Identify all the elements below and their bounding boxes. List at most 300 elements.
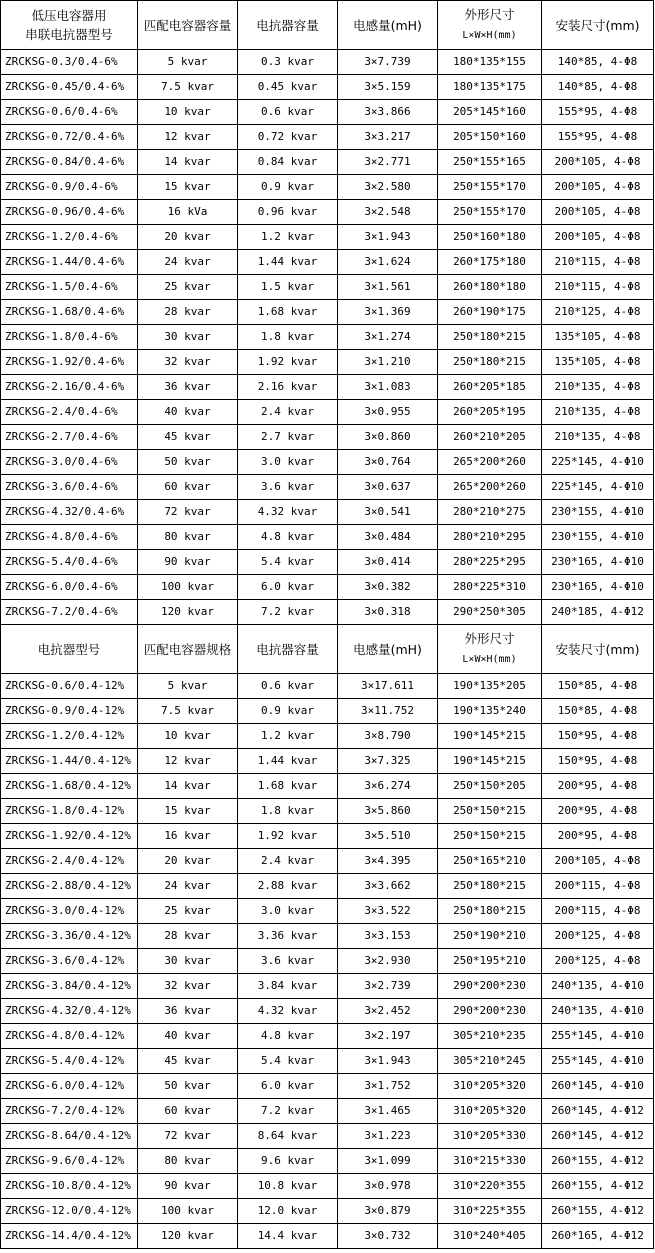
cell-capacitor: 90 kvar [138,1174,238,1199]
cell-model: ZRCKSG-2.16/0.4-6% [1,375,138,400]
cell-mount: 210*115, 4-Φ8 [542,275,654,300]
cell-dimensions: 260*205*195 [438,400,542,425]
table-row [1,849,654,874]
cell-model: ZRCKSG-3.36/0.4-12% [1,924,138,949]
cell-reactor: 7.2 kvar [238,600,338,625]
cell-reactor: 0.72 kvar [238,125,338,150]
cell-capacitor: 72 kvar [138,1124,238,1149]
cell-reactor: 2.88 kvar [238,874,338,899]
cell-reactor: 0.9 kvar [238,699,338,724]
table-row [1,949,654,974]
cell-capacitor: 60 kvar [138,1099,238,1124]
cell-model: ZRCKSG-2.4/0.4-12% [1,849,138,874]
cell-mount: 200*105, 4-Φ8 [542,200,654,225]
cell-model: ZRCKSG-1.68/0.4-6% [1,300,138,325]
cell-reactor: 3.0 kvar [238,899,338,924]
cell-model: ZRCKSG-1.2/0.4-12% [1,724,138,749]
cell-mount: 210*125, 4-Φ8 [542,300,654,325]
cell-model: ZRCKSG-0.6/0.4-6% [1,100,138,125]
header-reactor: 电抗器容量 [238,1,338,50]
cell-model: ZRCKSG-3.0/0.4-12% [1,899,138,924]
cell-model: ZRCKSG-0.72/0.4-6% [1,125,138,150]
cell-capacitor: 36 kvar [138,999,238,1024]
cell-reactor: 4.8 kvar [238,1024,338,1049]
cell-dimensions: 250*155*165 [438,150,542,175]
cell-inductance: 3×5.159 [338,75,438,100]
cell-mount: 150*95, 4-Φ8 [542,724,654,749]
header-dimensions [438,1,542,50]
cell-model: ZRCKSG-14.4/0.4-12% [1,1224,138,1249]
cell-inductance: 3×7.739 [338,50,438,75]
cell-mount: 200*95, 4-Φ8 [542,799,654,824]
cell-capacitor: 15 kvar [138,175,238,200]
cell-inductance: 3×1.369 [338,300,438,325]
cell-mount: 135*105, 4-Φ8 [542,350,654,375]
cell-inductance: 3×1.274 [338,325,438,350]
header-capacitor: 匹配电容器容量 [138,1,238,50]
table-row [1,1199,654,1224]
cell-capacitor: 120 kvar [138,600,238,625]
cell-inductance: 3×1.624 [338,250,438,275]
cell-inductance: 3×1.099 [338,1149,438,1174]
cell-mount: 230*165, 4-Φ10 [542,550,654,575]
cell-reactor: 5.4 kvar [238,550,338,575]
table-row [1,375,654,400]
cell-dimensions: 280*225*310 [438,575,542,600]
header-inductance: 电感量(mH) [338,625,438,674]
cell-capacitor: 80 kvar [138,525,238,550]
table1-header-row [1,1,654,50]
table-row [1,175,654,200]
cell-dimensions: 250*150*215 [438,799,542,824]
cell-mount: 200*115, 4-Φ8 [542,899,654,924]
cell-inductance: 3×2.452 [338,999,438,1024]
cell-reactor: 0.3 kvar [238,50,338,75]
cell-dimensions: 250*150*215 [438,824,542,849]
table-row [1,450,654,475]
cell-inductance: 3×2.930 [338,949,438,974]
cell-mount: 260*145, 4-Φ10 [542,1074,654,1099]
cell-mount: 150*85, 4-Φ8 [542,699,654,724]
cell-dimensions: 310*215*330 [438,1149,542,1174]
cell-mount: 200*105, 4-Φ8 [542,175,654,200]
cell-inductance: 3×0.318 [338,600,438,625]
cell-mount: 260*145, 4-Φ12 [542,1099,654,1124]
cell-model: ZRCKSG-4.8/0.4-12% [1,1024,138,1049]
cell-inductance: 3×1.752 [338,1074,438,1099]
table-row [1,225,654,250]
cell-capacitor: 30 kvar [138,949,238,974]
cell-reactor: 5.4 kvar [238,1049,338,1074]
table-row [1,724,654,749]
cell-capacitor: 24 kvar [138,250,238,275]
cell-model: ZRCKSG-4.32/0.4-12% [1,999,138,1024]
cell-reactor: 3.6 kvar [238,475,338,500]
cell-mount: 155*95, 4-Φ8 [542,125,654,150]
cell-mount: 200*95, 4-Φ8 [542,824,654,849]
cell-dimensions: 250*150*205 [438,774,542,799]
cell-dimensions: 290*200*230 [438,974,542,999]
cell-reactor: 1.44 kvar [238,749,338,774]
table-row [1,75,654,100]
cell-model: ZRCKSG-2.88/0.4-12% [1,874,138,899]
cell-model: ZRCKSG-6.0/0.4-6% [1,575,138,600]
cell-capacitor: 32 kvar [138,350,238,375]
cell-mount: 260*155, 4-Φ12 [542,1199,654,1224]
cell-capacitor: 25 kvar [138,899,238,924]
cell-inductance: 3×3.153 [338,924,438,949]
cell-dimensions: 310*205*330 [438,1124,542,1149]
cell-dimensions: 280*210*295 [438,525,542,550]
cell-mount: 210*135, 4-Φ8 [542,375,654,400]
cell-dimensions: 180*135*155 [438,50,542,75]
cell-model: ZRCKSG-0.96/0.4-6% [1,200,138,225]
cell-reactor: 4.32 kvar [238,500,338,525]
table-row [1,400,654,425]
table-row [1,749,654,774]
table-row [1,500,654,525]
cell-dimensions: 260*180*180 [438,275,542,300]
cell-reactor: 0.96 kvar [238,200,338,225]
header-mount: 安装尺寸(mm) [542,1,654,50]
cell-capacitor: 40 kvar [138,400,238,425]
cell-dimensions: 250*155*170 [438,175,542,200]
cell-dimensions: 280*225*295 [438,550,542,575]
cell-mount: 210*115, 4-Φ8 [542,250,654,275]
cell-reactor: 4.8 kvar [238,525,338,550]
cell-inductance: 3×5.860 [338,799,438,824]
cell-reactor: 3.6 kvar [238,949,338,974]
cell-model: ZRCKSG-4.8/0.4-6% [1,525,138,550]
cell-reactor: 3.84 kvar [238,974,338,999]
cell-mount: 150*95, 4-Φ8 [542,749,654,774]
cell-inductance: 3×2.580 [338,175,438,200]
cell-mount: 260*155, 4-Φ12 [542,1149,654,1174]
cell-inductance: 3×0.637 [338,475,438,500]
cell-inductance: 3×0.414 [338,550,438,575]
cell-dimensions: 250*165*210 [438,849,542,874]
cell-capacitor: 36 kvar [138,375,238,400]
cell-reactor: 2.16 kvar [238,375,338,400]
cell-reactor: 3.36 kvar [238,924,338,949]
cell-mount: 200*125, 4-Φ8 [542,949,654,974]
cell-mount: 135*105, 4-Φ8 [542,325,654,350]
cell-dimensions: 250*190*210 [438,924,542,949]
cell-mount: 230*155, 4-Φ10 [542,500,654,525]
cell-mount: 210*135, 4-Φ8 [542,400,654,425]
cell-mount: 200*125, 4-Φ8 [542,924,654,949]
table-row [1,425,654,450]
cell-model: ZRCKSG-0.84/0.4-6% [1,150,138,175]
table-row [1,1099,654,1124]
cell-dimensions: 190*135*240 [438,699,542,724]
cell-model: ZRCKSG-0.6/0.4-12% [1,674,138,699]
table-row [1,150,654,175]
cell-model: ZRCKSG-7.2/0.4-6% [1,600,138,625]
cell-reactor: 0.6 kvar [238,674,338,699]
table-row [1,50,654,75]
cell-reactor: 14.4 kvar [238,1224,338,1249]
table-row [1,699,654,724]
cell-mount: 240*185, 4-Φ12 [542,600,654,625]
table-row [1,200,654,225]
cell-capacitor: 16 kvar [138,824,238,849]
table-row [1,999,654,1024]
cell-capacitor: 40 kvar [138,1024,238,1049]
cell-model: ZRCKSG-0.9/0.4-12% [1,699,138,724]
table-row [1,799,654,824]
header-mount: 安装尺寸(mm) [542,625,654,674]
cell-capacitor: 45 kvar [138,425,238,450]
cell-model: ZRCKSG-1.5/0.4-6% [1,275,138,300]
cell-inductance: 3×0.879 [338,1199,438,1224]
table-row [1,275,654,300]
cell-mount: 225*145, 4-Φ10 [542,475,654,500]
cell-model: ZRCKSG-6.0/0.4-12% [1,1074,138,1099]
cell-capacitor: 25 kvar [138,275,238,300]
cell-dimensions: 310*240*405 [438,1224,542,1249]
cell-model: ZRCKSG-7.2/0.4-12% [1,1099,138,1124]
cell-mount: 200*95, 4-Φ8 [542,774,654,799]
table-row [1,125,654,150]
cell-capacitor: 16 kVa [138,200,238,225]
cell-reactor: 6.0 kvar [238,1074,338,1099]
cell-model: ZRCKSG-3.6/0.4-12% [1,949,138,974]
cell-mount: 155*95, 4-Φ8 [542,100,654,125]
header-dimensions [438,625,542,674]
cell-dimensions: 180*135*175 [438,75,542,100]
cell-reactor: 0.45 kvar [238,75,338,100]
cell-mount: 140*85, 4-Φ8 [542,50,654,75]
cell-dimensions: 250*180*215 [438,350,542,375]
cell-capacitor: 120 kvar [138,1224,238,1249]
header-model: 电抗器型号 [1,625,138,674]
cell-mount: 150*85, 4-Φ8 [542,674,654,699]
table-row [1,600,654,625]
cell-model: ZRCKSG-1.92/0.4-6% [1,350,138,375]
cell-capacitor: 30 kvar [138,325,238,350]
cell-inductance: 3×0.484 [338,525,438,550]
cell-model: ZRCKSG-3.0/0.4-6% [1,450,138,475]
cell-model: ZRCKSG-9.6/0.4-12% [1,1149,138,1174]
cell-mount: 230*165, 4-Φ10 [542,575,654,600]
cell-inductance: 3×1.465 [338,1099,438,1124]
cell-mount: 230*155, 4-Φ10 [542,525,654,550]
cell-model: ZRCKSG-2.4/0.4-6% [1,400,138,425]
cell-dimensions: 260*175*180 [438,250,542,275]
cell-dimensions: 250*180*215 [438,899,542,924]
header-model-line1: 低压电容器用 [31,8,107,23]
table-row [1,1049,654,1074]
cell-reactor: 1.44 kvar [238,250,338,275]
cell-dimensions: 260*205*185 [438,375,542,400]
table-row [1,1124,654,1149]
table-row [1,1174,654,1199]
table-row [1,1024,654,1049]
cell-model: ZRCKSG-1.68/0.4-12% [1,774,138,799]
cell-inductance: 3×0.541 [338,500,438,525]
cell-capacitor: 7.5 kvar [138,699,238,724]
cell-reactor: 1.68 kvar [238,300,338,325]
cell-capacitor: 10 kvar [138,100,238,125]
cell-capacitor: 20 kvar [138,849,238,874]
cell-dimensions: 310*205*320 [438,1074,542,1099]
cell-inductance: 3×3.662 [338,874,438,899]
cell-inductance: 3×17.611 [338,674,438,699]
cell-inductance: 3×0.764 [338,450,438,475]
cell-reactor: 0.9 kvar [238,175,338,200]
table-row [1,924,654,949]
cell-reactor: 2.7 kvar [238,425,338,450]
cell-dimensions: 190*135*205 [438,674,542,699]
table-row [1,1149,654,1174]
table-row [1,1074,654,1099]
cell-capacitor: 12 kvar [138,749,238,774]
cell-dimensions: 250*195*210 [438,949,542,974]
cell-reactor: 1.68 kvar [238,774,338,799]
cell-inductance: 3×2.739 [338,974,438,999]
cell-reactor: 4.32 kvar [238,999,338,1024]
cell-inductance: 3×3.866 [338,100,438,125]
cell-model: ZRCKSG-1.8/0.4-6% [1,325,138,350]
cell-dimensions: 250*155*170 [438,200,542,225]
cell-mount: 200*105, 4-Φ8 [542,150,654,175]
cell-inductance: 3×3.217 [338,125,438,150]
cell-model: ZRCKSG-3.84/0.4-12% [1,974,138,999]
cell-inductance: 3×4.395 [338,849,438,874]
header-dimensions-line2: L×W×H(mm) [462,30,517,41]
cell-model: ZRCKSG-10.8/0.4-12% [1,1174,138,1199]
table-row [1,575,654,600]
cell-capacitor: 80 kvar [138,1149,238,1174]
cell-model: ZRCKSG-1.2/0.4-6% [1,225,138,250]
cell-capacitor: 12 kvar [138,125,238,150]
cell-mount: 200*105, 4-Φ8 [542,225,654,250]
cell-inductance: 3×5.510 [338,824,438,849]
cell-reactor: 7.2 kvar [238,1099,338,1124]
cell-model: ZRCKSG-1.8/0.4-12% [1,799,138,824]
cell-reactor: 3.0 kvar [238,450,338,475]
cell-reactor: 9.6 kvar [238,1149,338,1174]
table-row [1,550,654,575]
cell-capacitor: 5 kvar [138,674,238,699]
cell-model: ZRCKSG-1.44/0.4-6% [1,250,138,275]
cell-inductance: 3×0.955 [338,400,438,425]
cell-capacitor: 7.5 kvar [138,75,238,100]
cell-inductance: 3×2.771 [338,150,438,175]
cell-dimensions: 190*145*215 [438,724,542,749]
cell-mount: 225*145, 4-Φ10 [542,450,654,475]
cell-dimensions: 310*220*355 [438,1174,542,1199]
cell-mount: 260*165, 4-Φ12 [542,1224,654,1249]
cell-mount: 240*135, 4-Φ10 [542,974,654,999]
cell-dimensions: 190*145*215 [438,749,542,774]
cell-dimensions: 305*210*235 [438,1024,542,1049]
cell-capacitor: 14 kvar [138,774,238,799]
cell-inductance: 3×1.223 [338,1124,438,1149]
cell-mount: 255*145, 4-Φ10 [542,1024,654,1049]
cell-dimensions: 250*180*215 [438,874,542,899]
cell-model: ZRCKSG-0.9/0.4-6% [1,175,138,200]
cell-mount: 210*135, 4-Φ8 [542,425,654,450]
header-inductance: 电感量(mH) [338,1,438,50]
table-row [1,350,654,375]
cell-mount: 260*145, 4-Φ12 [542,1124,654,1149]
cell-inductance: 3×6.274 [338,774,438,799]
cell-capacitor: 28 kvar [138,300,238,325]
cell-mount: 260*155, 4-Φ12 [542,1174,654,1199]
cell-reactor: 1.8 kvar [238,799,338,824]
cell-reactor: 8.64 kvar [238,1124,338,1149]
cell-dimensions: 250*180*215 [438,325,542,350]
cell-inductance: 3×0.382 [338,575,438,600]
table-row [1,475,654,500]
cell-dimensions: 265*200*260 [438,475,542,500]
cell-capacitor: 100 kvar [138,575,238,600]
cell-capacitor: 15 kvar [138,799,238,824]
table-row [1,874,654,899]
table-row [1,774,654,799]
header-model [1,1,138,50]
header-dimensions-line2: L×W×H(mm) [462,654,517,665]
cell-mount: 255*145, 4-Φ10 [542,1049,654,1074]
cell-inductance: 3×1.943 [338,225,438,250]
cell-capacitor: 45 kvar [138,1049,238,1074]
cell-model: ZRCKSG-2.7/0.4-6% [1,425,138,450]
table-row [1,100,654,125]
cell-reactor: 1.92 kvar [238,350,338,375]
cell-model: ZRCKSG-0.3/0.4-6% [1,50,138,75]
cell-model: ZRCKSG-1.92/0.4-12% [1,824,138,849]
header-dimensions-line1: 外形尺寸 [464,7,515,22]
cell-model: ZRCKSG-5.4/0.4-12% [1,1049,138,1074]
cell-reactor: 0.6 kvar [238,100,338,125]
cell-dimensions: 250*160*180 [438,225,542,250]
cell-capacitor: 100 kvar [138,1199,238,1224]
cell-reactor: 1.2 kvar [238,724,338,749]
cell-inductance: 3×0.732 [338,1224,438,1249]
cell-reactor: 1.8 kvar [238,325,338,350]
cell-reactor: 0.84 kvar [238,150,338,175]
cell-dimensions: 310*205*320 [438,1099,542,1124]
table-row [1,1224,654,1249]
cell-inductance: 3×1.561 [338,275,438,300]
cell-dimensions: 290*200*230 [438,999,542,1024]
table-row [1,325,654,350]
cell-capacitor: 32 kvar [138,974,238,999]
header-dimensions-line1: 外形尺寸 [464,631,515,646]
cell-inductance: 3×1.083 [338,375,438,400]
cell-capacitor: 60 kvar [138,475,238,500]
cell-model: ZRCKSG-8.64/0.4-12% [1,1124,138,1149]
cell-inductance: 3×7.325 [338,749,438,774]
cell-inductance: 3×2.197 [338,1024,438,1049]
table-row [1,674,654,699]
cell-inductance: 3×0.860 [338,425,438,450]
table-row [1,899,654,924]
table-row [1,824,654,849]
cell-reactor: 12.0 kvar [238,1199,338,1224]
cell-model: ZRCKSG-5.4/0.4-6% [1,550,138,575]
cell-mount: 200*105, 4-Φ8 [542,849,654,874]
cell-inductance: 3×0.978 [338,1174,438,1199]
cell-capacitor: 90 kvar [138,550,238,575]
header-reactor: 电抗器容量 [238,625,338,674]
cell-capacitor: 28 kvar [138,924,238,949]
cell-reactor: 10.8 kvar [238,1174,338,1199]
cell-capacitor: 24 kvar [138,874,238,899]
table-row [1,974,654,999]
